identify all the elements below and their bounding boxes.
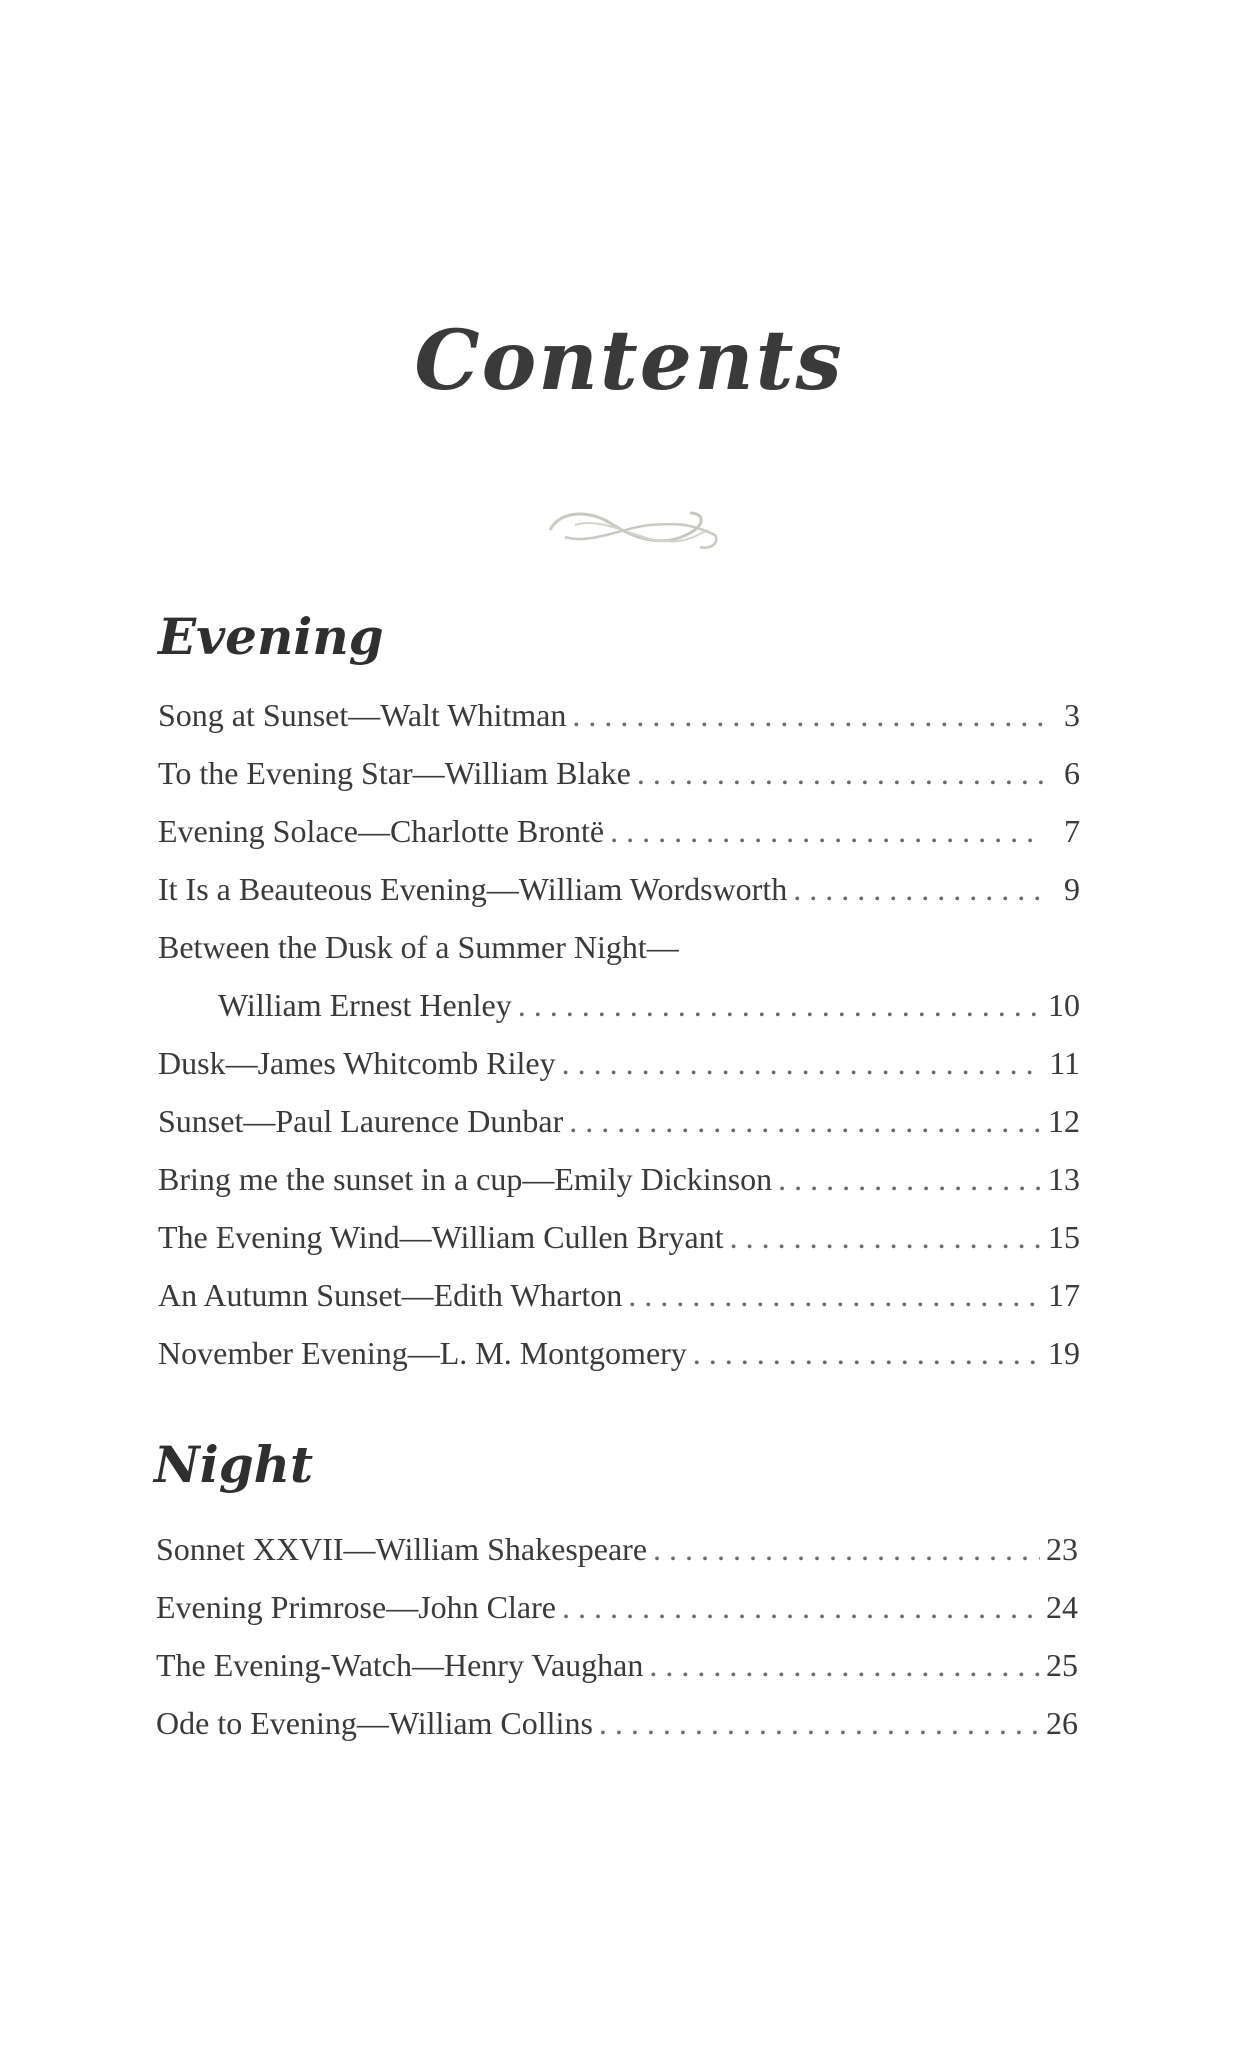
toc-leader-dots	[599, 1694, 1040, 1752]
toc-entry-title: The Evening-Watch—Henry Vaughan	[156, 1647, 644, 1683]
toc-entry[interactable]	[158, 686, 1080, 744]
toc-entry-page: 6	[1064, 755, 1080, 791]
toc-entry[interactable]	[158, 1324, 1080, 1382]
toc-entry[interactable]	[158, 1266, 1080, 1324]
toc-entry[interactable]	[158, 1092, 1080, 1150]
toc-entry-title-continuation	[158, 976, 1080, 1034]
toc-leader-dots	[637, 744, 1044, 802]
toc-entry-page: 9	[1064, 871, 1080, 907]
toc-leader-dots	[572, 686, 1044, 744]
toc-entry-title: Song at Sunset—Walt Whitman	[158, 697, 567, 733]
toc-entry-page: 25	[1046, 1647, 1078, 1683]
toc-entry-title: Evening Primrose—John Clare	[156, 1589, 556, 1625]
toc-entry[interactable]	[158, 802, 1080, 860]
toc-entry-page: 3	[1064, 697, 1080, 733]
toc-entry[interactable]	[158, 1034, 1080, 1092]
toc-entry[interactable]	[158, 744, 1080, 802]
toc-leader-dots	[610, 802, 1044, 860]
toc-entry-page: 15	[1048, 1219, 1080, 1255]
toc-entry-title: The Evening Wind—William Cullen Bryant	[158, 1219, 724, 1255]
toc-entry-page: 10	[1048, 987, 1080, 1023]
toc-leader-dots	[562, 1578, 1040, 1636]
toc-entry-title: Sonnet XXVII—William Shakespeare	[156, 1531, 648, 1567]
toc-entry-page: 11	[1049, 1045, 1080, 1081]
toc-leader-dots	[653, 1520, 1040, 1578]
toc-entry-title: Between the Dusk of a Summer Night—	[158, 929, 679, 965]
toc-list-night	[156, 1520, 1078, 1752]
toc-leader-dots	[562, 1034, 1044, 1092]
toc-entry[interactable]	[158, 1208, 1080, 1266]
toc-leader-dots	[793, 860, 1044, 918]
toc-entry-page: 26	[1046, 1705, 1078, 1741]
toc-list-evening	[158, 686, 1080, 1382]
toc-leader-dots	[628, 1266, 1042, 1324]
toc-leader-dots	[649, 1636, 1040, 1694]
toc-entry[interactable]	[158, 860, 1080, 918]
toc-entry-author: William Ernest Henley	[218, 987, 512, 1023]
toc-entry-page: 19	[1048, 1335, 1080, 1371]
toc-entry-page: 24	[1046, 1589, 1078, 1625]
page-title: Contents	[414, 313, 844, 409]
toc-leader-dots	[778, 1150, 1042, 1208]
toc-entry-title: Ode to Evening—William Collins	[156, 1705, 593, 1741]
toc-entry-page: 17	[1048, 1277, 1080, 1313]
toc-entry[interactable]	[156, 1578, 1078, 1636]
toc-entry[interactable]	[156, 1520, 1078, 1578]
toc-entry-title: November Evening—L. M. Montgomery	[158, 1335, 687, 1371]
toc-entry-title: Evening Solace—Charlotte Brontë	[158, 813, 605, 849]
toc-leader-dots	[730, 1208, 1042, 1266]
toc-entry-page: 23	[1046, 1531, 1078, 1567]
toc-leader-dots	[518, 976, 1042, 1034]
toc-entry-page: 7	[1064, 813, 1080, 849]
toc-leader-dots	[569, 1092, 1042, 1150]
toc-entry[interactable]	[156, 1636, 1078, 1694]
toc-entry[interactable]	[156, 1694, 1078, 1752]
flourish-ornament-icon	[530, 495, 730, 565]
toc-entry-title: Bring me the sunset in a cup—Emily Dickinson	[158, 1161, 773, 1197]
section-heading-night: Night	[154, 1435, 314, 1494]
toc-entry[interactable]	[158, 1150, 1080, 1208]
toc-entry-title: It Is a Beauteous Evening—William Wordsworth	[158, 871, 788, 907]
toc-entry-title: To the Evening Star—William Blake	[158, 755, 631, 791]
toc-entry-title: An Autumn Sunset—Edith Wharton	[158, 1277, 623, 1313]
toc-entry[interactable]	[158, 918, 1080, 1034]
toc-entry-title: Dusk—James Whitcomb Riley	[158, 1045, 556, 1081]
toc-entry-page: 12	[1048, 1103, 1080, 1139]
toc-entry-page: 13	[1048, 1161, 1080, 1197]
toc-leader-dots	[693, 1324, 1042, 1382]
section-heading-evening: Evening	[158, 607, 384, 666]
toc-entry-title: Sunset—Paul Laurence Dunbar	[158, 1103, 564, 1139]
